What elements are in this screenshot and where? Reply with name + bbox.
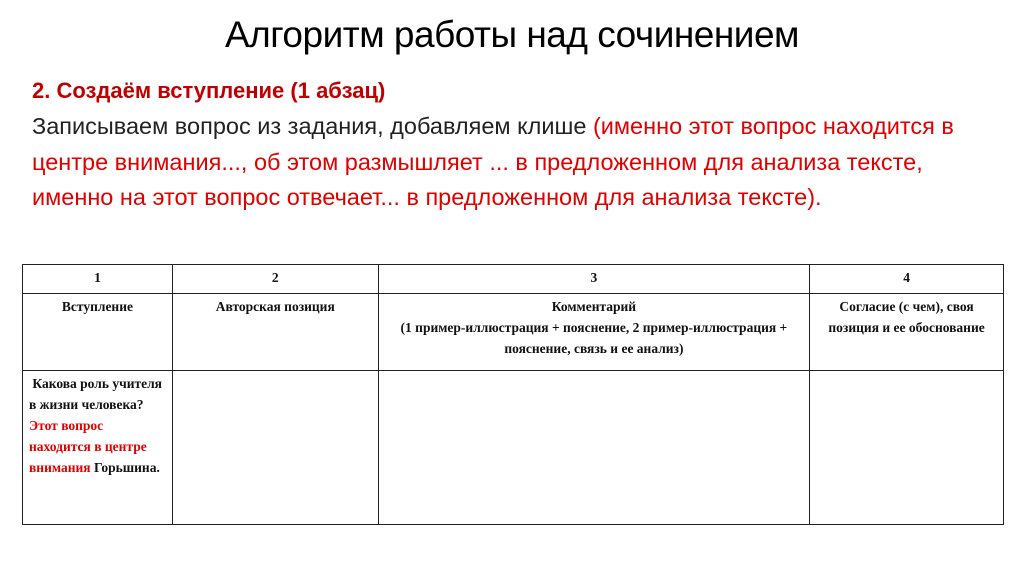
empty-cell (810, 371, 1004, 525)
header-intro: Вступление (23, 294, 173, 371)
instruction-cliches: (именно этот вопрос находится в центре внимания..., об этом размышляет ... в предложенном для анализа тексте, именно на этот вопрос отвечает... в предложенном для анализа тексте). (32, 113, 954, 210)
header-commentary (378, 294, 809, 371)
author-name: Горьшина. (93, 460, 160, 475)
slide-title: Алгоритм работы над сочинением (224, 14, 799, 55)
empty-cell (172, 371, 378, 525)
cliche-text: Этот вопрос находится в центре внимания (29, 418, 147, 475)
header-commentary-title: Комментарий (551, 299, 637, 314)
header-agreement: Согласие (с чем), своя позиция и ее обоснование (810, 294, 1004, 371)
table-row (23, 371, 1004, 525)
header-author-position: Авторская позиция (172, 294, 378, 371)
col-number: 1 (23, 265, 173, 294)
instruction-main: Записываем вопрос из задания, добавляем клише (32, 113, 593, 139)
col-number: 3 (378, 265, 809, 294)
instruction-text (32, 109, 1007, 216)
header-row (23, 294, 1004, 371)
essay-table (22, 264, 1004, 525)
number-row (23, 265, 1004, 294)
header-commentary-note: (1 пример-иллюстрация + пояснение, 2 пример-иллюстрация + пояснение, связь и ее анализ) (400, 320, 788, 356)
col-number: 4 (810, 265, 1004, 294)
section-heading: 2. Создаём вступление (1 абзац) (32, 78, 386, 103)
intro-cell (23, 371, 173, 525)
col-number: 2 (172, 265, 378, 294)
empty-cell (378, 371, 809, 525)
question-text: Какова роль учителя в жизни человека? (29, 376, 162, 412)
